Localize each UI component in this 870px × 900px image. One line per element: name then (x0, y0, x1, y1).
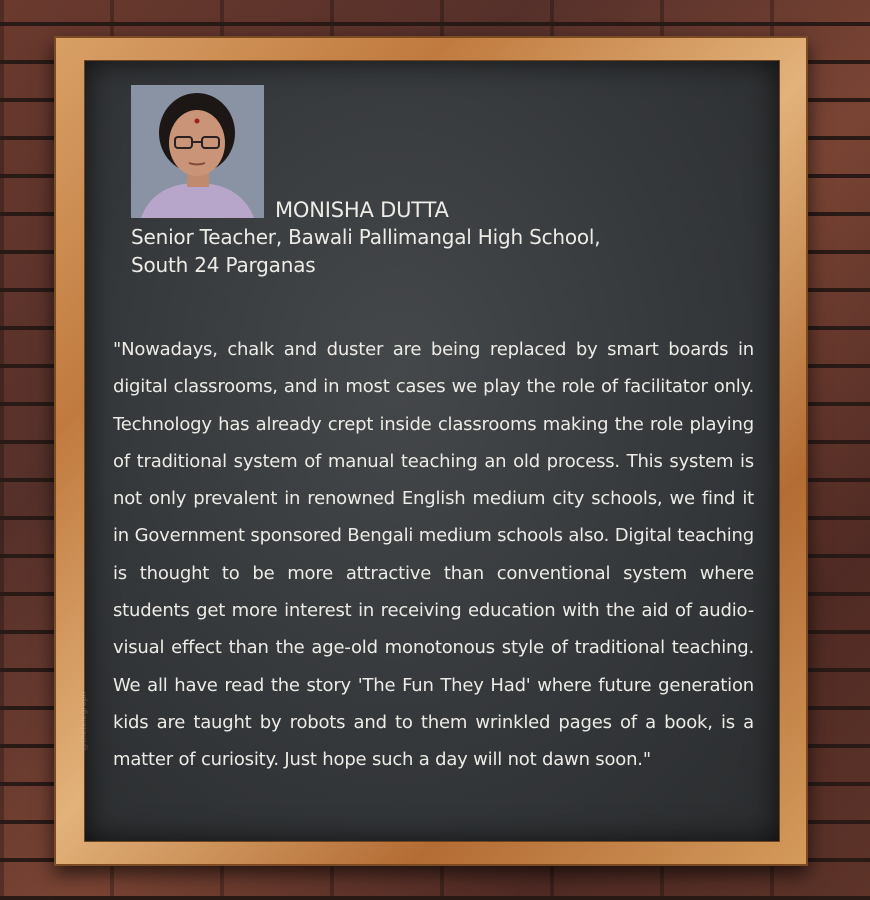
teacher-title-line1: Senior Teacher, Bawali Pallimangal High School, (131, 225, 601, 249)
teacher-title (131, 223, 691, 279)
chalkboard-frame (54, 36, 808, 866)
teacher-quote: "Nowadays, chalk and duster are being replaced by smart boards in digital classrooms, and in most cases we play the role of facilitator only. Technology has already crept inside classrooms making the role playing of traditional system of manual teaching an old process. This system is not only prevalent in renowned English medium city schools, we find it in Government sponsored Bengali medium schools also. Digital teaching is thought to be more attractive than conventional system where students get more interest in receiving education with the aid of audio-visual effect than the age-old monotonous style of traditional teaching. We all have read the story 'The Fun They Had' where future generation kids are taught by robots and to them wrinkled pages of a book, is a matter of curiosity. Just hope such a day will not dawn soon." (113, 339, 754, 771)
teacher-name: MONISHA DUTTA (275, 198, 449, 222)
teacher-title-line2: South 24 Parganas (131, 253, 316, 277)
portrait-photo (131, 85, 264, 218)
portrait-image (131, 85, 264, 218)
chalkboard (79, 60, 780, 842)
watermark: @thetelegraph (79, 691, 88, 751)
